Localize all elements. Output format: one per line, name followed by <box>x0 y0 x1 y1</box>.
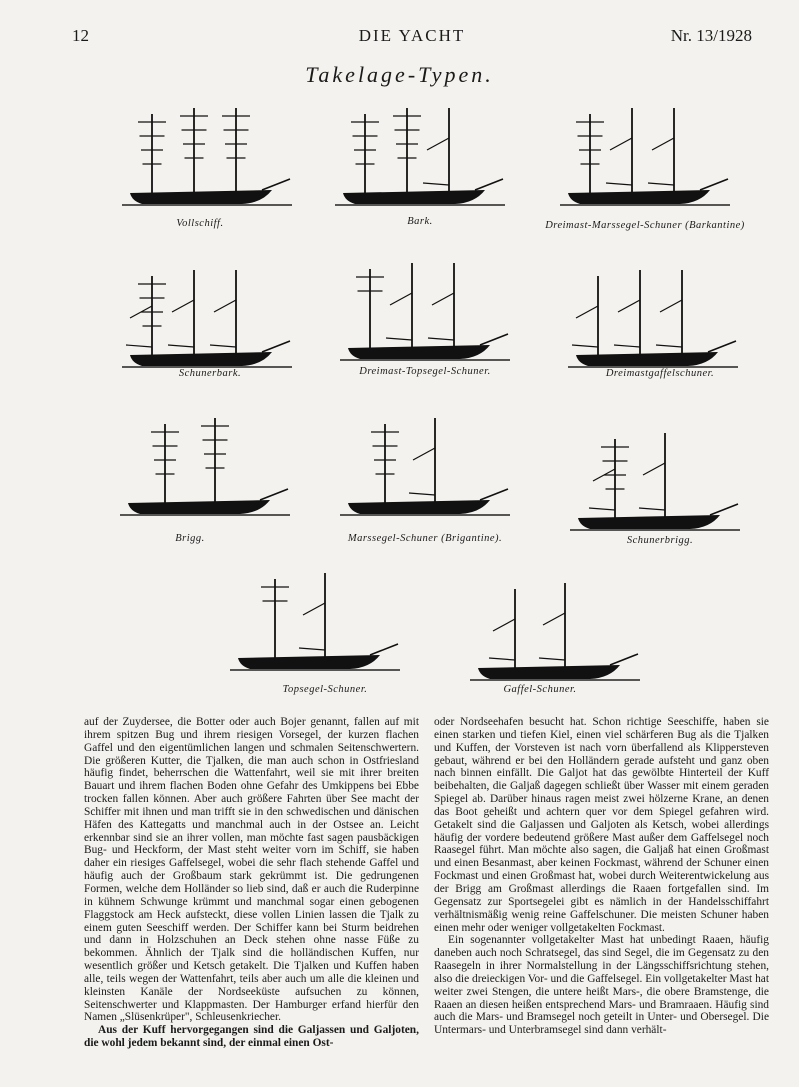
ship-drawing <box>560 100 730 215</box>
ship-illustration <box>340 410 510 525</box>
ship-illustration <box>230 565 400 680</box>
ship-drawing <box>340 255 510 370</box>
ship-caption: Marssegel-Schuner (Brigantine). <box>347 533 503 544</box>
paragraph: Aus der Kuff hervorgegangen sind die Galjassen und Galjoten, die wohl jedem bekannt sind, der einmal einen Ost- <box>84 1024 419 1050</box>
paragraph: Ein sogenannter vollgetakelter Mast hat unbedingt Raaen, häufig daneben auch noch Schratsegel, das sind Segel, die im Gegensatz zu den Raasegeln in ihrer Normalstellung in der Längsschiffsrichtung stehen, also die dreieckigen Vor- und die Gaffelsegel. Ein vollgetakelter Mast hat weiter zwei Stengen, die untere heißt Mars-, die obere Bramstenge, die Raaen an diesen heißen entsprechend Mars- und Bramraaen. Häufig sind auch die Mars- und Bramsegel noch geteilt in Unter- und Obersegel. Die Untermars- und Unterbramsegel sind dann verhält- <box>434 934 769 1037</box>
text-column-right <box>434 716 769 1037</box>
ship-drawing <box>570 425 740 540</box>
text-column-left <box>84 716 419 1050</box>
page-header <box>72 26 752 48</box>
ship-caption: Dreimast-Topsegel-Schuner. <box>359 366 491 377</box>
ship-caption: Vollschiff. <box>176 218 224 229</box>
ship-illustration <box>335 100 505 215</box>
ship-caption: Bark. <box>407 216 433 227</box>
ship-caption: Topsegel-Schuner. <box>282 684 368 695</box>
paragraph: auf der Zuydersee, die Botter oder auch Bojer genannt, fallen auf mit ihrem spitzen Bug und ihrem riesigen Vorsegel, der kurzen flachen Gaffel und den eigentümlichen langen und schmalen Seitenschwertern. Die größeren Kutter, die Tjalken, die man auch schon in Ostfriesland häufig findet, beherrschen die Wattenfahrt, weil sie mit ihrer breiten Bauart und ihrem flachen Boden ohne Gefahr des Umkippens bei Ebbe trocken fallen können. Aber auch größere Fahrten über See macht der Schiffer mit ihnen und man trifft sie in den schwedischen und dänischen Häfen des Kattegatts und manchmal auch in der Ostsee an. Leicht erkennbar sind sie an ihrer vollen, man möchte fast sagen pausbäckigen Bug- und Heckform, der Mast steht weiter vorn im Schiff, sie haben daher ein riesiges Gaffelsegel, wobei die sehr flach stehende Gaffel und häufig auch der Großbaum stark gekrümmt ist. Die gedrungenen Formen, welche dem Holländer so lieb sind, daß er auch die Ruderpinne in kühnem Schwunge krümmt und manchmal sogar einen gebogenen Flaggstock am Heck aufsteckt, diese vollen Linien lassen die Tjalk zu einem guten Seeschiff werden. Der Schiffer kann bei Sturm beidrehen und dann in Holzschuhen an Deck stehen ohne nasse Füße zu bekommen. Ähnlich der Tjalk sind die holländischen Kuffen, nur wesentlich größer und Ketsch getakelt. Die Tjalken und Kuffen haben alle, teils wegen der Wattenfahrt, teils aber auch um alle die kleinen und kleinsten Kanäle der Nordseeküste aufsuchen zu können, Seitenschwerter und Klappmasten. Der Hamburger erfand hierfür den Namen „Slüsenkrüper", Schleusenkriecher. <box>84 716 419 1024</box>
ship-caption: Gaffel-Schuner. <box>503 684 577 695</box>
plate-title: Takelage-Typen. <box>305 62 494 87</box>
ship-drawing <box>335 100 505 215</box>
ship-drawing <box>340 410 510 525</box>
ship-illustration <box>570 425 740 540</box>
ship-illustration <box>122 100 292 215</box>
ship-caption: Dreimastgaffelschuner. <box>605 368 715 379</box>
ship-drawing <box>120 410 290 525</box>
ship-drawing <box>122 100 292 215</box>
ship-drawing <box>122 262 292 377</box>
ship-illustration <box>470 575 640 690</box>
ship-drawing <box>470 575 640 690</box>
ship-illustration <box>340 255 510 370</box>
ship-caption: Dreimast-Marssegel-Schuner (Barkantine) <box>545 220 745 231</box>
ship-illustration <box>560 100 730 215</box>
page-number: 12 <box>72 26 89 45</box>
ship-caption: Schunerbark. <box>178 368 242 379</box>
ship-caption: Brigg. <box>175 533 205 544</box>
ship-illustration <box>568 262 738 377</box>
journal-title: DIE YACHT <box>358 26 466 45</box>
ship-drawing <box>230 565 400 680</box>
ship-caption: Schunerbrigg. <box>626 535 694 546</box>
paragraph: oder Nordseehafen besucht hat. Schon richtige Seeschiffe, haben sie einen starken und tiefen Kiel, einen viel schärferen Bug als die Tjalken und Kuffen, der Vorsteven ist nach vorn überfallend als Klippersteven gebaut, während er bei den Holländern gerade aufsteht und ganz oben nach binnen einfällt. Die Galjot hat das gewölbte Hinterteil der Kuff beibehalten, die Galjaß dagegen schließt über Wasser mit einem geraden Spiegel ab. Darüber hinaus ragen meist zwei hölzerne Krane, an denen das Boot geheißt und achtern quer vor dem Spiegel gefahren wird. Getakelt sind die Galjassen und Galjoten als Ketsch, wobei allerdings häufig der vordere bedeutend größere Mast außer dem Gaffelsegel noch Raasegel führt. Man möchte also sagen, die Galjaß hat einen Großmast und einen Besanmast, aber keinen Fockmast, während der Schuner einen Fockmast und einen Großmast hat, wobei durch Weiterentwickelung aus der Brigg am Großmast allerdings die Raaen fortgefallen sind. Im Gegensatz zur Sportsegelei gibt es nämlich in der Handelsschiffahrt verhältnismäßig wenig reine Gaffelschuner. Die meisten Schuner haben einen mehr oder weniger vollgetakelten Fockmast. <box>434 716 769 934</box>
ship-drawing <box>568 262 738 377</box>
ship-illustration <box>120 410 290 525</box>
issue-number: Nr. 13/1928 <box>670 26 752 45</box>
ship-illustration <box>122 262 292 377</box>
